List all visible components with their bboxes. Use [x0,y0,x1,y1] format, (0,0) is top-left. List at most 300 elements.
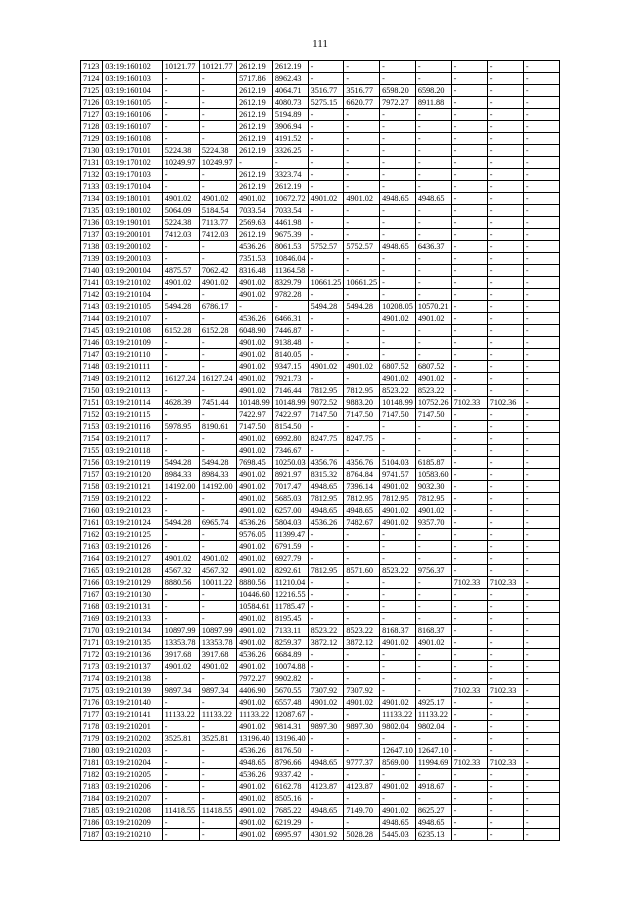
value-cell: 5224.38 [162,217,199,229]
value-cell: 10583.60 [415,469,451,481]
value-cell: 8329.79 [272,277,308,289]
code-cell: 03:19:160106 [103,109,162,121]
row-number-cell: 7176 [81,697,103,709]
value-cell: 4901.02 [237,493,273,505]
row-number-cell: 7149 [81,373,103,385]
value-cell: - [415,673,451,685]
row-number-cell: 7140 [81,265,103,277]
value-cell: - [380,433,416,445]
value-cell: 7972.27 [237,673,273,685]
value-cell: - [344,673,380,685]
value-cell: 4123.87 [308,781,344,793]
value-cell: 8523.22 [380,385,416,397]
value-cell: 4901.02 [380,313,416,325]
value-cell: - [380,325,416,337]
value-cell: - [487,517,523,529]
value-cell: 5494.28 [162,517,199,529]
value-cell: 10148.99 [237,397,273,409]
value-cell: - [451,745,487,757]
value-cell: 2612.19 [237,229,273,241]
table-row [81,337,560,349]
value-cell: - [451,61,487,73]
value-cell: 7102.36 [487,397,523,409]
value-cell: - [344,709,380,721]
value-cell: 4901.02 [380,697,416,709]
value-cell: - [415,73,451,85]
table-row [81,685,560,697]
value-cell: 7351.53 [237,253,273,265]
value-cell: - [344,541,380,553]
value-cell: 5752.57 [308,241,344,253]
value-cell: 7147.50 [415,409,451,421]
row-number-cell: 7158 [81,481,103,493]
value-cell: - [344,229,380,241]
table-row [81,157,560,169]
value-cell: - [487,805,523,817]
value-cell: 11133.22 [380,709,416,721]
value-cell: - [380,793,416,805]
value-cell: 9814.31 [272,721,308,733]
value-cell: 4948.65 [380,817,416,829]
value-cell: - [344,133,380,145]
value-cell: - [451,469,487,481]
value-cell: 9032.30 [415,481,451,493]
value-cell: - [162,313,199,325]
value-cell: - [523,793,559,805]
value-cell: 3516.77 [308,85,344,97]
value-cell: - [162,73,199,85]
value-cell: 8247.75 [344,433,380,445]
value-cell: 8190.61 [199,421,236,433]
value-cell: - [380,577,416,589]
value-cell: 3917.68 [162,649,199,661]
value-cell: 6995.97 [272,829,308,841]
value-cell: 4901.02 [199,553,236,565]
value-cell: - [380,349,416,361]
value-cell: - [451,313,487,325]
value-cell: - [451,421,487,433]
value-cell: - [199,361,236,373]
table-row [81,817,560,829]
value-cell: - [487,589,523,601]
value-cell: - [523,277,559,289]
value-cell: - [199,745,236,757]
value-cell: 8569.00 [380,757,416,769]
value-cell: - [380,589,416,601]
value-cell: - [344,745,380,757]
value-cell: 10446.60 [237,589,273,601]
value-cell: 6807.52 [415,361,451,373]
value-cell: - [487,505,523,517]
value-cell: 2612.19 [237,145,273,157]
value-cell: - [344,349,380,361]
code-cell: 03:19:210114 [103,397,162,409]
code-cell: 03:19:210202 [103,733,162,745]
value-cell: 10121.77 [199,61,236,73]
value-cell: - [380,217,416,229]
row-number-cell: 7130 [81,145,103,157]
code-cell: 03:19:210109 [103,337,162,349]
table-row [81,301,560,313]
value-cell: 9897.30 [308,721,344,733]
value-cell: - [451,493,487,505]
value-cell: 8168.37 [415,625,451,637]
value-cell: - [344,613,380,625]
value-cell: - [451,445,487,457]
value-cell: - [308,73,344,85]
value-cell: - [523,469,559,481]
value-cell: - [308,601,344,613]
value-cell: - [487,277,523,289]
value-cell: - [199,589,236,601]
table-row [81,217,560,229]
value-cell: - [451,781,487,793]
value-cell: 3525.81 [162,733,199,745]
value-cell: - [308,745,344,757]
value-cell: - [451,565,487,577]
row-number-cell: 7169 [81,613,103,625]
row-number-cell: 7134 [81,193,103,205]
value-cell: - [523,517,559,529]
row-number-cell: 7148 [81,361,103,373]
code-cell: 03:19:210115 [103,409,162,421]
value-cell: 10250.03 [272,457,308,469]
value-cell: 2612.19 [237,85,273,97]
value-cell: 8984.33 [162,469,199,481]
value-cell: 2612.19 [237,133,273,145]
table-row [81,109,560,121]
table-row [81,637,560,649]
value-cell: - [523,709,559,721]
value-cell: 2612.19 [237,181,273,193]
value-cell: - [380,553,416,565]
value-cell: 8911.88 [415,97,451,109]
table-row [81,733,560,745]
value-cell: - [487,625,523,637]
value-cell: 9902.82 [272,673,308,685]
code-cell: 03:19:180102 [103,205,162,217]
row-number-cell: 7170 [81,625,103,637]
value-cell: 9756.37 [415,565,451,577]
value-cell: - [308,709,344,721]
value-cell: 4901.02 [415,313,451,325]
value-cell: 2612.19 [272,181,308,193]
value-cell: 4948.65 [308,481,344,493]
table-row [81,313,560,325]
value-cell: - [380,445,416,457]
value-cell: - [415,769,451,781]
value-cell: - [199,73,236,85]
value-cell: 8523.22 [380,565,416,577]
value-cell: - [451,457,487,469]
value-cell: 6598.20 [415,85,451,97]
value-cell: - [415,685,451,697]
table-row [81,721,560,733]
value-cell: - [487,817,523,829]
value-cell: 4901.02 [380,505,416,517]
value-cell: - [523,529,559,541]
value-cell: - [487,157,523,169]
value-cell: 4301.92 [308,829,344,841]
value-cell: - [308,157,344,169]
value-cell: - [451,601,487,613]
value-cell: - [162,181,199,193]
value-cell: 4901.02 [415,505,451,517]
value-cell: - [451,133,487,145]
value-cell: 4901.02 [237,481,273,493]
value-cell: - [199,601,236,613]
value-cell: 8523.22 [344,625,380,637]
value-cell: - [308,529,344,541]
value-cell: - [162,169,199,181]
value-cell: - [380,277,416,289]
value-cell: 10011.22 [199,577,236,589]
value-cell: - [451,649,487,661]
value-cell: - [308,289,344,301]
value-cell: 4901.02 [237,385,273,397]
value-cell: 10752.26 [415,397,451,409]
value-cell: 4948.65 [380,241,416,253]
value-cell: 16127.24 [162,373,199,385]
value-cell: - [487,181,523,193]
code-cell: 03:19:210105 [103,301,162,313]
value-cell: 13196.40 [272,733,308,745]
row-number-cell: 7124 [81,73,103,85]
table-row [81,553,560,565]
value-cell: - [344,373,380,385]
value-cell: 4536.26 [237,745,273,757]
value-cell: 9777.37 [344,757,380,769]
value-cell: - [451,829,487,841]
value-cell: 4901.02 [308,361,344,373]
value-cell: - [487,613,523,625]
table-row [81,781,560,793]
row-number-cell: 7185 [81,805,103,817]
value-cell: 4901.02 [237,553,273,565]
table-row [81,493,560,505]
value-cell: - [487,385,523,397]
value-cell: 4628.39 [162,397,199,409]
value-cell: - [523,637,559,649]
value-cell: - [451,505,487,517]
value-cell: 6257.00 [272,505,308,517]
value-cell: - [344,793,380,805]
value-cell: - [451,361,487,373]
value-cell: - [199,109,236,121]
value-cell: 10249.97 [162,157,199,169]
value-cell: 3917.68 [199,649,236,661]
value-cell: - [487,265,523,277]
value-cell: 2612.19 [237,121,273,133]
value-cell: 8154.50 [272,421,308,433]
value-cell: - [523,805,559,817]
value-cell: 8505.16 [272,793,308,805]
value-cell: 6162.78 [272,781,308,793]
value-cell: 4901.02 [380,517,416,529]
value-cell: 7422.97 [237,409,273,421]
value-cell: 4536.26 [237,241,273,253]
value-cell: - [308,265,344,277]
value-cell: 5717.86 [237,73,273,85]
value-cell: 11210.04 [272,577,308,589]
table-row [81,793,560,805]
table-row [81,565,560,577]
table-row [81,265,560,277]
value-cell: 4536.26 [237,517,273,529]
code-cell: 03:19:210133 [103,613,162,625]
value-cell: - [199,493,236,505]
value-cell: - [162,757,199,769]
value-cell: 6152.28 [162,325,199,337]
value-cell: - [199,541,236,553]
value-cell: 4123.87 [344,781,380,793]
value-cell: - [415,229,451,241]
table-row [81,673,560,685]
value-cell: 4901.02 [237,781,273,793]
value-cell: 9347.15 [272,361,308,373]
table-row [81,457,560,469]
value-cell: - [487,73,523,85]
table-row [81,133,560,145]
value-cell: - [199,445,236,457]
code-cell: 03:19:210120 [103,469,162,481]
value-cell: - [162,445,199,457]
value-cell: - [199,697,236,709]
value-cell: - [344,121,380,133]
code-cell: 03:19:210121 [103,481,162,493]
value-cell: - [199,133,236,145]
row-number-cell: 7178 [81,721,103,733]
value-cell: - [451,229,487,241]
value-cell: 7033.54 [237,205,273,217]
value-cell: - [487,709,523,721]
table-row [81,145,560,157]
value-cell: - [523,169,559,181]
value-cell: - [451,673,487,685]
value-cell: - [523,649,559,661]
value-cell: 8140.05 [272,349,308,361]
row-number-cell: 7123 [81,61,103,73]
value-cell: - [199,121,236,133]
value-cell: 6992.80 [272,433,308,445]
value-cell: 4901.02 [415,637,451,649]
value-cell: - [344,589,380,601]
value-cell: 7147.50 [344,409,380,421]
code-cell: 03:19:210116 [103,421,162,433]
row-number-cell: 7177 [81,709,103,721]
table-row [81,373,560,385]
value-cell: 7113.77 [199,217,236,229]
value-cell: - [162,745,199,757]
value-cell: - [380,145,416,157]
value-cell: - [487,793,523,805]
value-cell: 9741.57 [380,469,416,481]
row-number-cell: 7168 [81,601,103,613]
table-row [81,577,560,589]
value-cell: - [308,253,344,265]
value-cell: - [451,433,487,445]
row-number-cell: 7174 [81,673,103,685]
value-cell: 4901.02 [308,193,344,205]
value-cell: - [415,601,451,613]
code-cell: 03:19:180101 [103,193,162,205]
value-cell: - [451,385,487,397]
value-cell: - [415,277,451,289]
value-cell: - [344,325,380,337]
table-row [81,385,560,397]
value-cell: 13196.40 [237,733,273,745]
value-cell: 11133.22 [199,709,236,721]
value-cell: - [162,85,199,97]
value-cell: - [451,349,487,361]
value-cell: 8292.61 [272,565,308,577]
value-cell: 5670.55 [272,685,308,697]
table-row [81,121,560,133]
value-cell: - [308,169,344,181]
value-cell: - [199,253,236,265]
value-cell: 5445.03 [380,829,416,841]
table-row [81,541,560,553]
value-cell: - [380,265,416,277]
value-cell: 7698.45 [237,457,273,469]
table-row [81,361,560,373]
code-cell: 03:19:210141 [103,709,162,721]
value-cell: - [487,133,523,145]
row-number-cell: 7146 [81,337,103,349]
value-cell: 7812.95 [415,493,451,505]
code-cell: 03:19:210137 [103,661,162,673]
value-cell: 3525.81 [199,733,236,745]
value-cell: - [162,613,199,625]
value-cell: - [487,301,523,313]
value-cell: - [451,169,487,181]
value-cell: - [415,289,451,301]
code-cell: 03:19:210113 [103,385,162,397]
value-cell: - [415,169,451,181]
value-cell: - [451,265,487,277]
value-cell: 12087.67 [272,709,308,721]
value-cell: - [415,109,451,121]
value-cell: 4080.73 [272,97,308,109]
value-cell: - [162,601,199,613]
row-number-cell: 7159 [81,493,103,505]
value-cell: - [415,325,451,337]
value-cell: - [523,673,559,685]
value-cell: 5184.54 [199,205,236,217]
value-cell: - [487,721,523,733]
code-cell: 03:19:210134 [103,625,162,637]
value-cell: - [308,553,344,565]
value-cell: - [199,169,236,181]
value-cell: - [344,421,380,433]
value-cell: 9138.48 [272,337,308,349]
value-cell: - [487,361,523,373]
value-cell: - [308,661,344,673]
row-number-cell: 7147 [81,349,103,361]
value-cell: 7102.33 [451,757,487,769]
value-cell: 14192.00 [199,481,236,493]
value-cell: - [451,325,487,337]
value-cell: - [162,121,199,133]
value-cell: - [162,541,199,553]
value-cell: 5194.89 [272,109,308,121]
value-cell: - [380,541,416,553]
table-row [81,325,560,337]
value-cell: - [451,661,487,673]
value-cell: - [487,409,523,421]
value-cell: - [415,541,451,553]
table-row [81,181,560,193]
